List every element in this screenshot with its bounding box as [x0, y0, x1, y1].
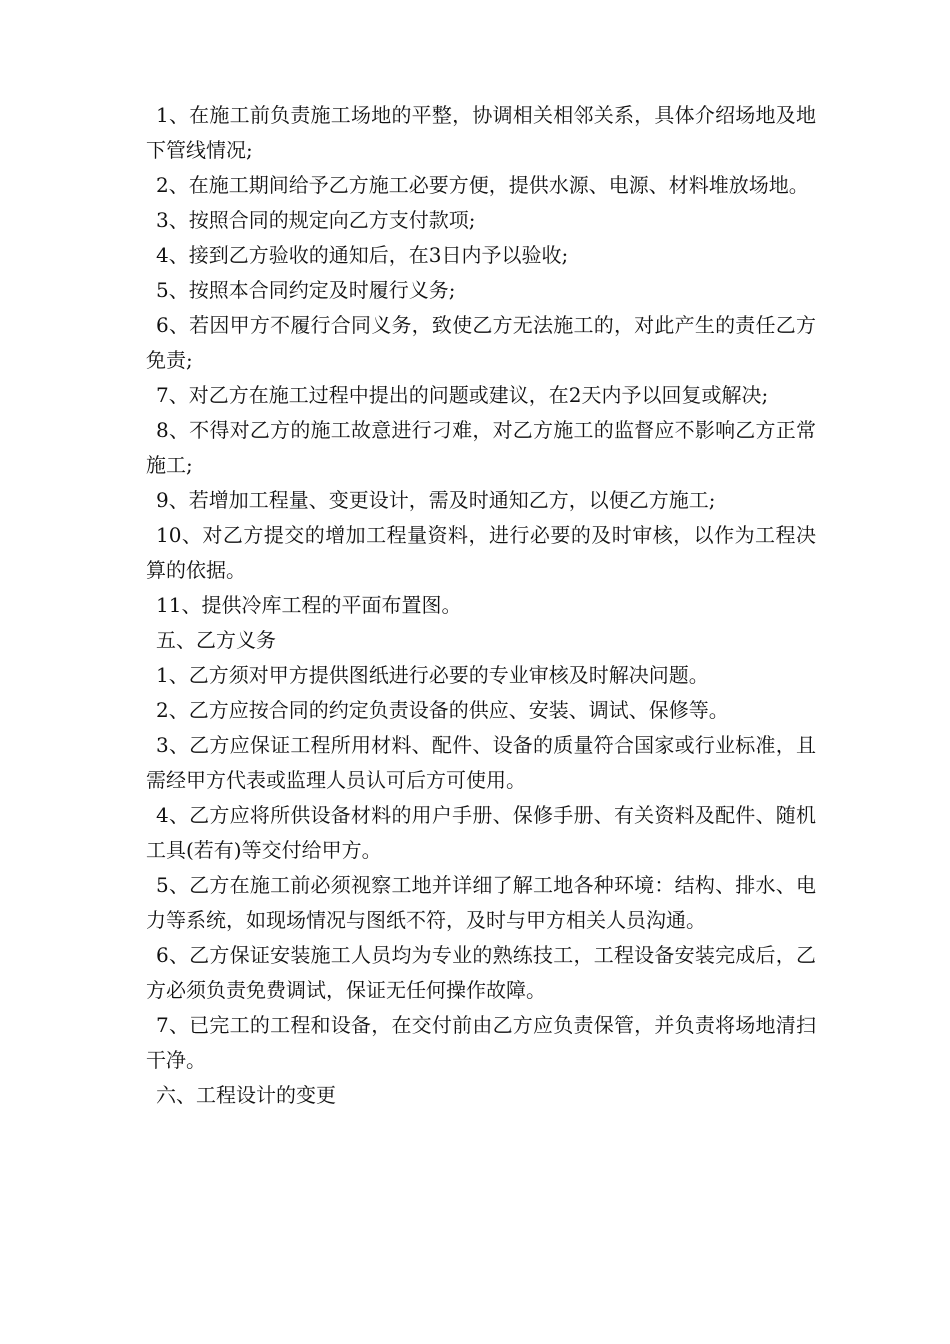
paragraph-a-1: 1、在施工前负责施工场地的平整，协调相关相邻关系，具体介绍场地及地下管线情况; — [146, 103, 816, 162]
paragraph-a-10: 10、对乙方提交的增加工程量资料，进行必要的及时审核，以作为工程决算的依据。 — [146, 523, 816, 582]
paragraph-a-11: 11、提供冷库工程的平面布置图。 — [156, 593, 462, 617]
paragraph-a-5: 5、按照本合同约定及时履行义务; — [156, 278, 456, 302]
paragraph-b-1: 1、乙方须对甲方提供图纸进行必要的专业审核及时解决问题。 — [156, 663, 709, 687]
paragraph-a-3: 3、按照合同的规定向乙方支付款项; — [156, 208, 476, 232]
document-body — [146, 98, 816, 1113]
paragraph-a-4: 4、接到乙方验收的通知后，在3日内予以验收; — [156, 243, 569, 267]
section-heading-5: 五、乙方义务 — [156, 628, 276, 652]
paragraph-a-8: 8、不得对乙方的施工故意进行刁难，对乙方施工的监督应不影响乙方正常施工; — [146, 418, 816, 477]
paragraph-b-6: 6、乙方保证安装施工人员均为专业的熟练技工，工程设备安装完成后，乙方必须负责免费调试，保证无任何操作故障。 — [146, 943, 816, 1002]
section-heading-6: 六、工程设计的变更 — [156, 1083, 336, 1107]
paragraph-a-9: 9、若增加工程量、变更设计，需及时通知乙方，以便乙方施工; — [156, 488, 716, 512]
paragraph-b-7: 7、已完工的工程和设备，在交付前由乙方应负责保管，并负责将场地清扫干净。 — [146, 1013, 816, 1072]
paragraph-a-2: 2、在施工期间给予乙方施工必要方便，提供水源、电源、材料堆放场地。 — [156, 173, 809, 197]
paragraph-b-5: 5、乙方在施工前必须视察工地并详细了解工地各种环境：结构、排水、电力等系统，如现场情况与图纸不符，及时与甲方相关人员沟通。 — [146, 873, 816, 932]
paragraph-b-3: 3、乙方应保证工程所用材料、配件、设备的质量符合国家或行业标准，且需经甲方代表或监理人员认可后方可使用。 — [146, 733, 816, 792]
paragraph-b-4: 4、乙方应将所供设备材料的用户手册、保修手册、有关资料及配件、随机工具(若有)等交付给甲方。 — [146, 803, 816, 862]
paragraph-a-7: 7、对乙方在施工过程中提出的问题或建议，在2天内予以回复或解决; — [156, 383, 769, 407]
paragraph-a-6: 6、若因甲方不履行合同义务，致使乙方无法施工的，对此产生的责任乙方免责; — [146, 313, 816, 372]
paragraph-b-2: 2、乙方应按合同的约定负责设备的供应、安装、调试、保修等。 — [156, 698, 729, 722]
